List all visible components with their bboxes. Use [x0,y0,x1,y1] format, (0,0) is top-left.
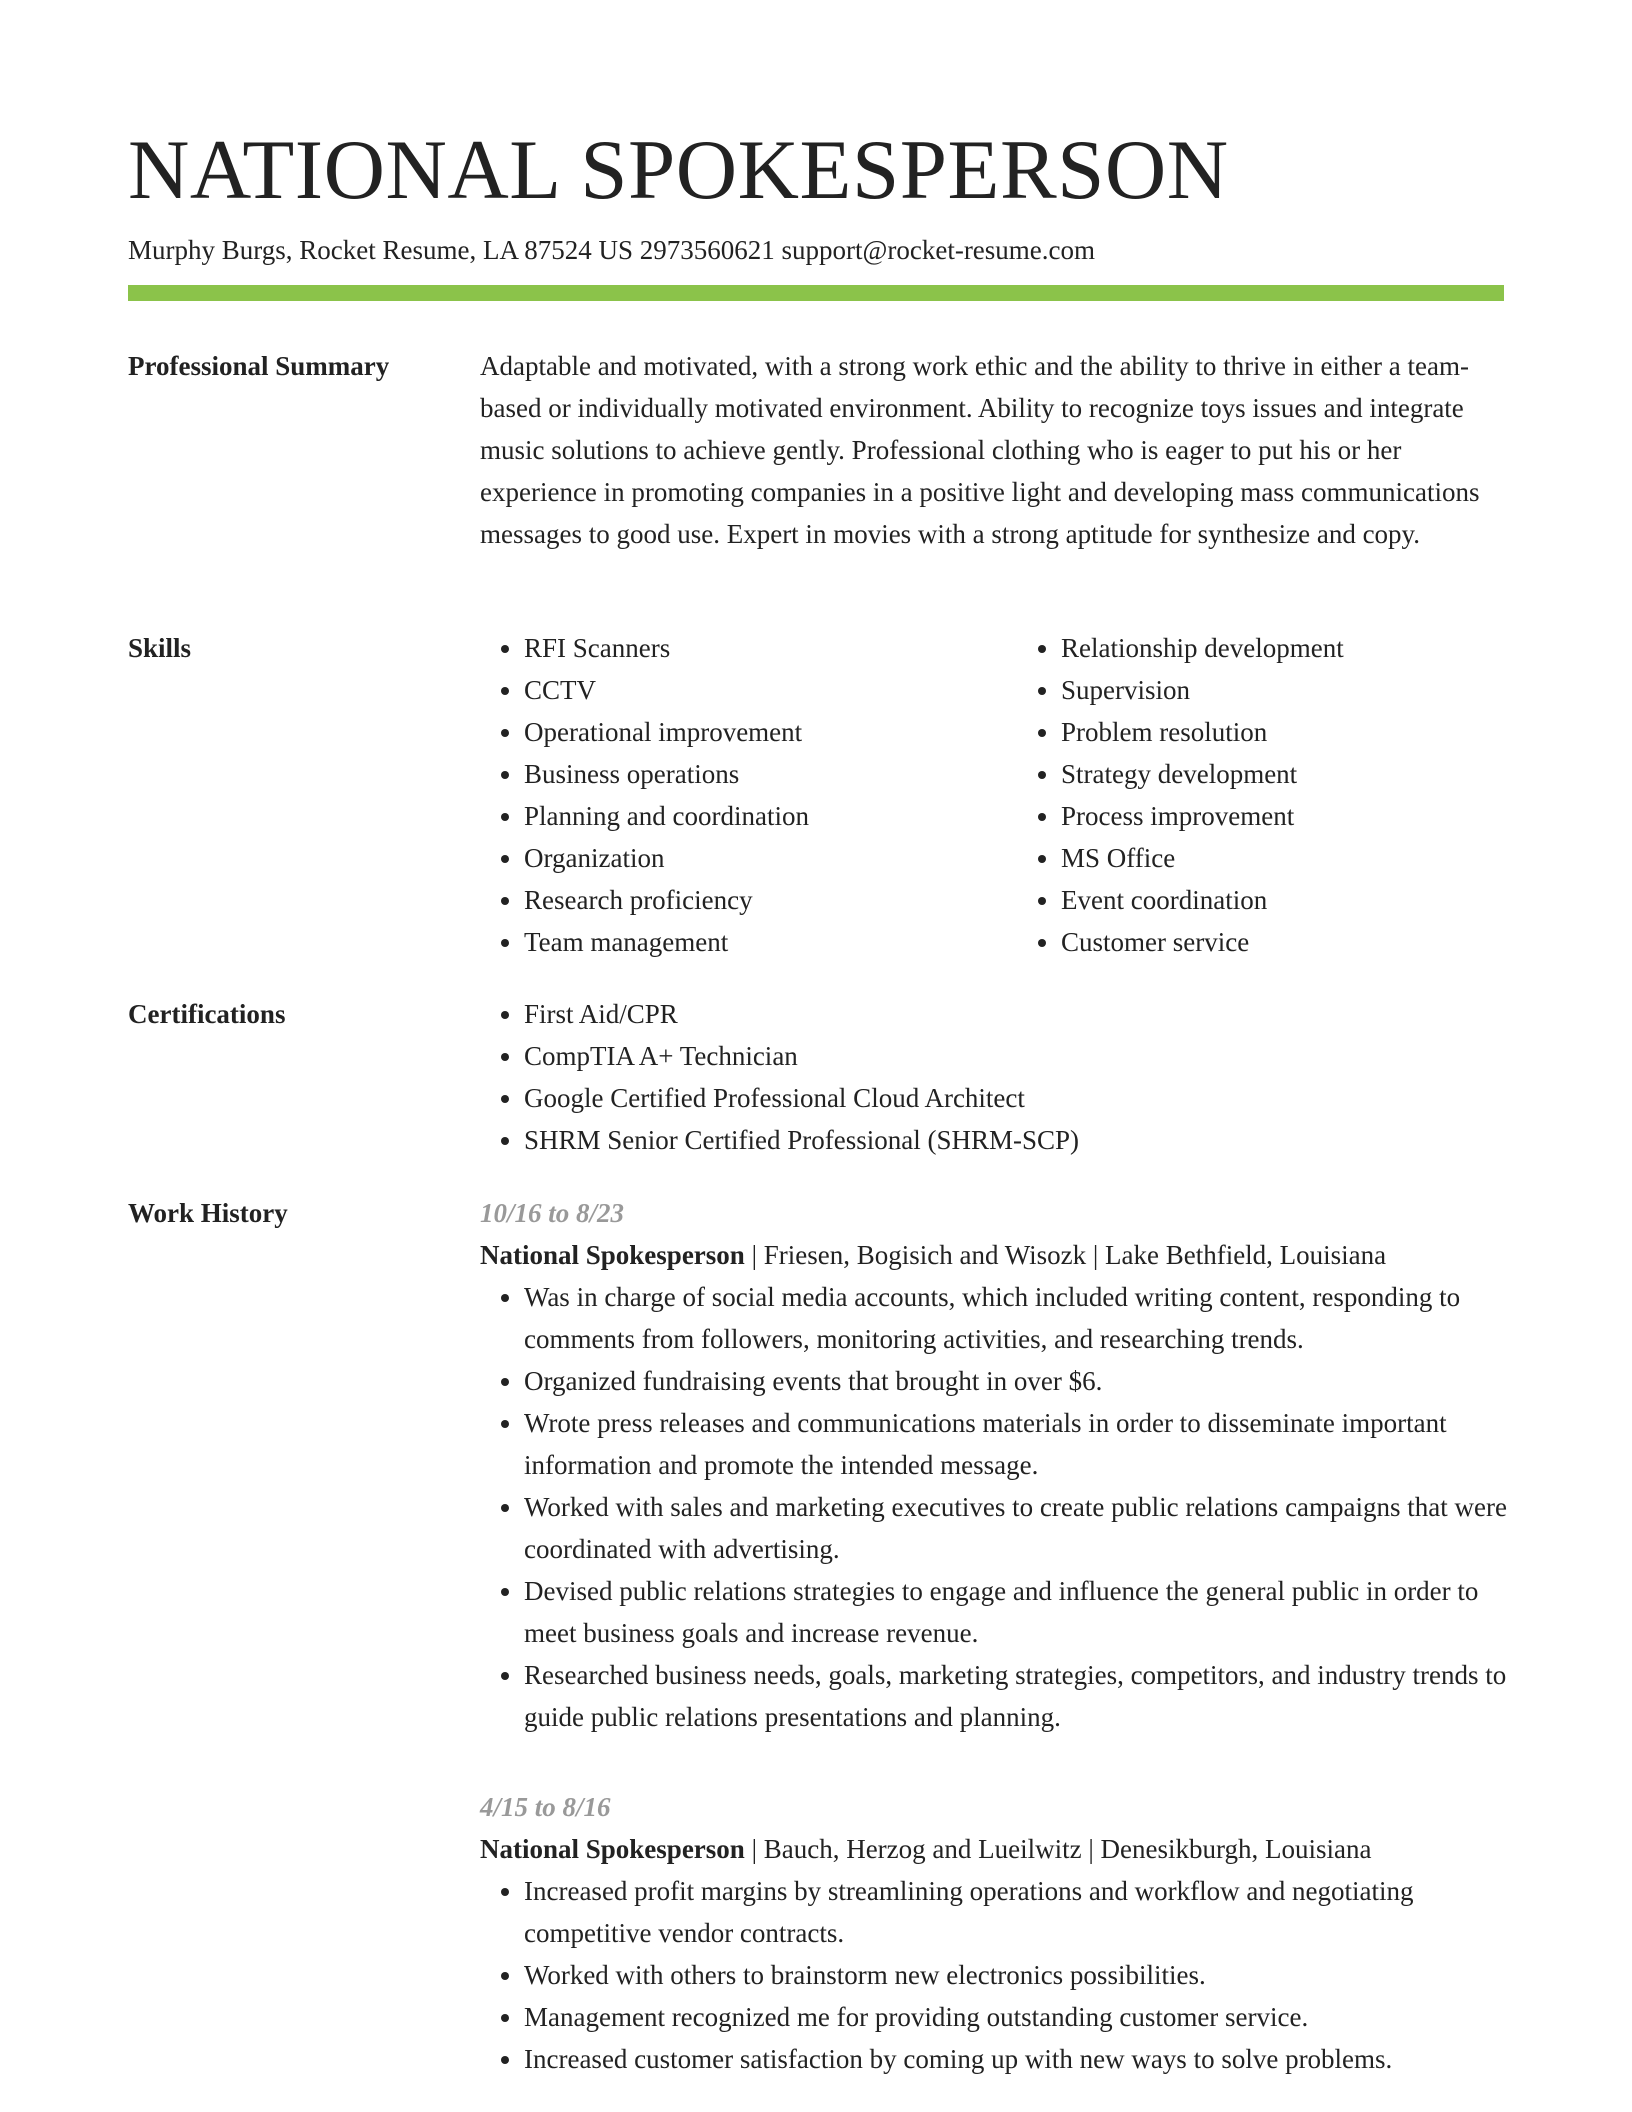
job-duty: • Organized fundraising events that brought in over $6. [524,1360,1510,1402]
summary-text: Adaptable and motivated, with a strong work ethic and the ability to thrive in either a team-based or individually motivated environment. Ability to recognize toys issues and integrate music solutions to achieve gently. Professional clothing who is eager to put his or her experience in promoting companies in a positive light and developing mass communications messages to good use. Expert in movies with a strong aptitude for synthesize and copy. [480,351,1480,549]
job-duty: • Worked with sales and marketing executives to create public relations campaigns that were coordinated with advertising. [524,1486,1510,1570]
job-duties-list [480,1870,1510,2080]
skill-item: • Operational improvement [524,711,973,753]
job-company-location: | Bauch, Herzog and Lueilwitz | Denesikburgh, Louisiana [744,1834,1372,1864]
job-company-location: | Friesen, Bogisich and Wisozk | Lake Bethfield, Louisiana [744,1240,1387,1270]
skill-item: • MS Office [1061,837,1510,879]
skills-list-right [1017,627,1510,963]
skills-heading: Skills [128,633,192,663]
job-duty: • Researched business needs, goals, marketing strategies, competitors, and industry trends to guide public relations presentations and planning. [524,1654,1510,1738]
skill-item: • Supervision [1061,669,1510,711]
job-duty: • Devised public relations strategies to engage and influence the general public in order to meet business goals and increase revenue. [524,1570,1510,1654]
job-heading [480,1828,1510,1870]
skill-item: • Research proficiency [524,879,973,921]
certification-item: • First Aid/CPR [524,993,1510,1035]
job-entry [480,1192,1510,1738]
job-entry [480,1786,1510,2080]
job-duty: • Management recognized me for providing outstanding customer service. [524,1996,1510,2038]
job-dates: 4/15 to 8/16 [480,1792,611,1822]
skill-item: • RFI Scanners [524,627,973,669]
job-dates: 10/16 to 8/23 [480,1198,625,1228]
skill-item: • Planning and coordination [524,795,973,837]
skill-item: • CCTV [524,669,973,711]
certification-item: • CompTIA A+ Technician [524,1035,1510,1077]
skill-item: • Customer service [1061,921,1510,963]
skill-item: • Organization [524,837,973,879]
certifications-list [480,993,1510,1161]
resume-title: NATIONAL SPOKESPERSON [128,123,1229,217]
job-duty: • Was in charge of social media accounts, which included writing content, responding to comments from followers, monitoring activities, and researching trends. [524,1276,1510,1360]
certifications-heading: Certifications [128,999,286,1029]
job-duty: • Increased customer satisfaction by coming up with new ways to solve problems. [524,2038,1510,2080]
skill-item: • Team management [524,921,973,963]
job-heading [480,1234,1510,1276]
job-duty: • Increased profit margins by streamlining operations and workflow and negotiating competitive vendor contracts. [524,1870,1510,1954]
job-duties-list [480,1276,1510,1738]
skills-list-left [480,627,973,963]
skill-item: • Relationship development [1061,627,1510,669]
skill-item: • Problem resolution [1061,711,1510,753]
skill-item: • Process improvement [1061,795,1510,837]
job-title: National Spokesperson [480,1834,745,1864]
certification-item: • SHRM Senior Certified Professional (SHRM-SCP) [524,1119,1510,1161]
skill-item: • Event coordination [1061,879,1510,921]
job-duty: • Worked with others to brainstorm new electronics possibilities. [524,1954,1510,1996]
skill-item: • Strategy development [1061,753,1510,795]
job-duty: • Wrote press releases and communications materials in order to disseminate important information and promote the intended message. [524,1402,1510,1486]
work-history-heading: Work History [128,1198,288,1228]
contact-line: Murphy Burgs, Rocket Resume, LA 87524 US 2973560621 support@rocket-resume.com [128,235,1096,265]
accent-divider [128,285,1504,301]
job-title: National Spokesperson [480,1240,745,1270]
certification-item: • Google Certified Professional Cloud Architect [524,1077,1510,1119]
summary-heading: Professional Summary [128,351,390,381]
skill-item: • Business operations [524,753,973,795]
